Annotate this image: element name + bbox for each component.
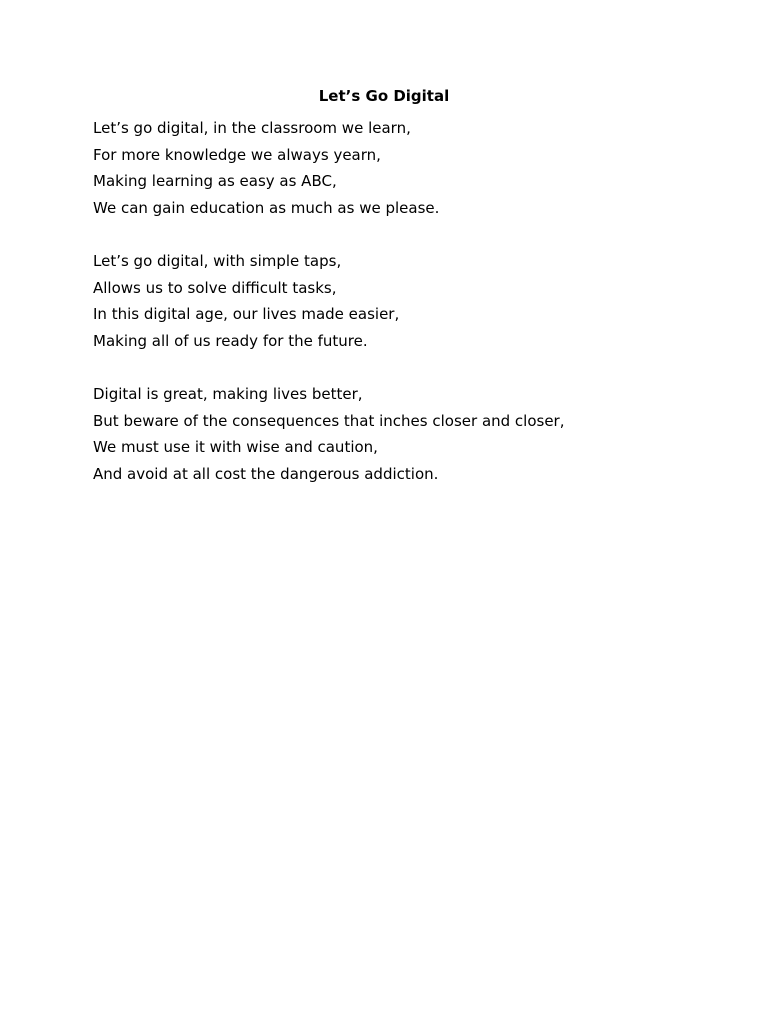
poem-line: For more knowledge we always yearn, [93,145,381,164]
poem-line: But beware of the consequences that inches closer and closer, [93,411,565,430]
stanza-1 [93,115,713,221]
poem-line: In this digital age, our lives made easier, [93,305,400,324]
stanza-2 [93,248,713,354]
poem-line: And avoid at all cost the dangerous addiction. [93,464,439,483]
poem-line: Digital is great, making lives better, [93,384,363,403]
poem-line: Let’s go digital, in the classroom we learn, [93,119,411,137]
poem-line: Allows us to solve difficult tasks, [93,278,337,297]
poem-line: Making all of us ready for the future. [93,331,368,350]
poem-line: We can gain education as much as we please. [93,198,440,217]
stanza-3 [93,381,713,487]
poem-body [93,115,713,514]
poem-line: We must use it with wise and caution, [93,438,378,457]
poem-line: Making learning as easy as ABC, [93,172,337,191]
poem-title: Let’s Go Digital [318,87,450,105]
poem-line: Let’s go digital, with simple taps, [93,251,342,270]
